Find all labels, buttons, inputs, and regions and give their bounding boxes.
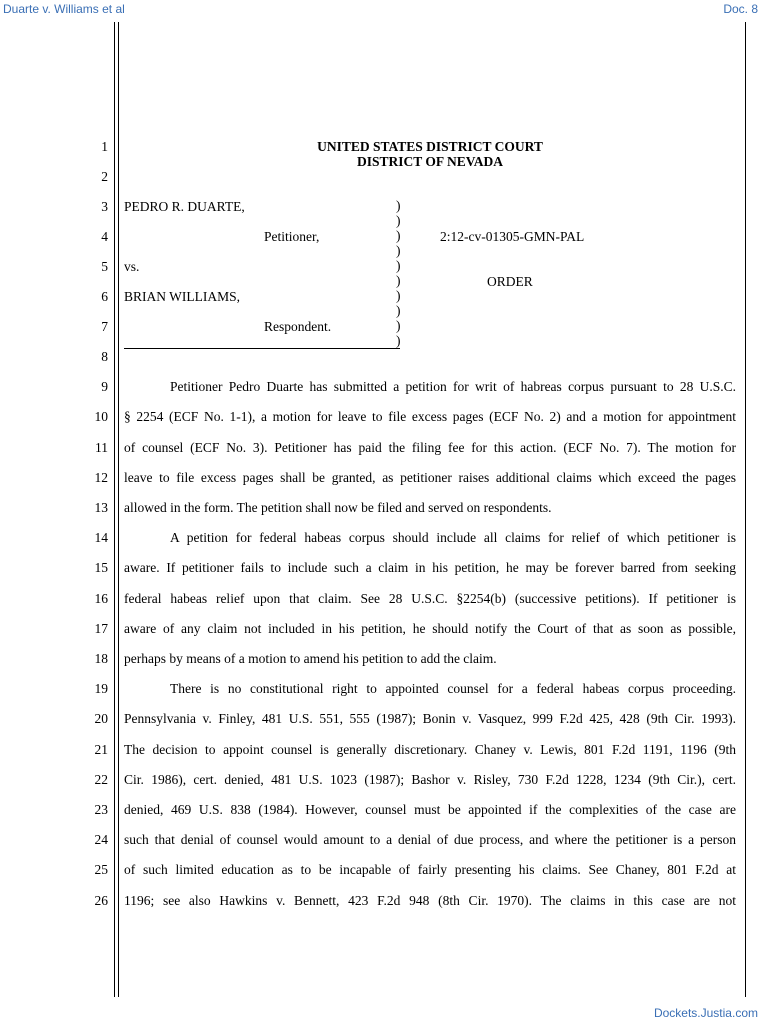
case-title-link[interactable]: Duarte v. Williams et al [3,2,125,16]
line-number: 20 [94,711,108,726]
body-line: Cir. 1986), cert. denied, 481 U.S. 1023 (1987); Bashor v. Risley, 730 F.2d 1228, 1234 (9th Cir.), cert. [124,772,736,787]
body-line: perhaps by means of a motion to amend his petition to add the claim. [124,651,497,666]
petitioner-name: PEDRO R. DUARTE, [124,199,245,214]
line-number: 1 [101,139,108,154]
line-number: 13 [94,500,108,515]
line-number: 21 [94,742,108,757]
right-margin-rule [745,22,746,997]
line-number: 12 [94,470,108,485]
document-title: ORDER [487,274,533,289]
line-number: 9 [101,379,108,394]
line-number: 4 [101,229,108,244]
line-number: 7 [101,319,108,334]
line-number: 18 [94,651,108,666]
body-line: denied, 469 U.S. 838 (1984). However, counsel must be appointed if the complexities of the case are [124,802,736,817]
body-line: such that denial of counsel would amount to a denial of due process, and where the petitioner is a person [124,832,736,847]
line-number: 5 [101,259,108,274]
respondent-role: Respondent. [264,319,332,334]
line-number: 15 [94,560,108,575]
document-number-link[interactable]: Doc. 8 [723,2,758,16]
caption-parentheses: ) ) ) ) ) ) ) ) ) ) [396,198,401,348]
court-name: UNITED STATES DISTRICT COURT [317,139,543,154]
line-number: 6 [101,289,108,304]
body-line: 1196; see also Hawkins v. Bennett, 423 F.2d 948 (8th Cir. 1970). The claims in this case are not [124,893,736,908]
body-line: allowed in the form. The petition shall now be filed and served on respondents. [124,500,552,515]
body-line: aware of any claim not included in his petition, he should notify the Court of that as soon as possible, [124,621,736,636]
body-line: There is no constitutional right to appointed counsel for a federal habeas corpus proceeding. [170,681,736,696]
line-number: 19 [94,681,108,696]
body-line: federal habeas relief upon that claim. See 28 U.S.C. §2254(b) (successive petitions). If petitioner is [124,591,736,606]
body-line: leave to file excess pages shall be granted, as petitioner raises additional claims which exceed the pages [124,470,736,485]
line-number: 25 [94,862,108,877]
line-number: 11 [95,440,108,455]
line-number: 22 [94,772,108,787]
body-line: of counsel (ECF No. 3). Petitioner has paid the filing fee for this action. (ECF No. 7). The motion for [124,440,736,455]
case-number: 2:12-cv-01305-GMN-PAL [440,229,585,244]
line-number: 23 [94,802,108,817]
line-number: 24 [94,832,108,847]
caption-rule [124,348,400,349]
line-number: 16 [94,591,108,606]
court-district: DISTRICT OF NEVADA [356,154,504,169]
body-line: The decision to appoint counsel is generally discretionary. Chaney v. Lewis, 801 F.2d 1191, 1196 (9th [124,742,736,757]
justia-source-link[interactable]: Dockets.Justia.com [653,1006,758,1020]
line-number: 3 [101,199,108,214]
respondent-name: BRIAN WILLIAMS, [124,289,240,304]
body-line: aware. If petitioner fails to include such a claim in his petition, he may be forever barred from seeking [124,560,736,575]
body-line: Pennsylvania v. Finley, 481 U.S. 551, 555 (1987); Bonin v. Vasquez, 999 F.2d 425, 428 (9th Cir. 1993). [124,711,736,726]
body-line: of such limited education as to be incapable of fairly presenting his claims. See Chaney, 801 F.2d at [124,862,736,877]
petitioner-role: Petitioner, [264,229,320,244]
left-margin-rule-inner [118,22,119,997]
line-number: 2 [101,169,108,184]
versus-label: vs. [124,259,140,274]
line-number: 26 [94,893,108,908]
body-line: § 2254 (ECF No. 1-1), a motion for leave to file excess pages (ECF No. 2) and a motion for appointment [124,409,736,424]
body-line: A petition for federal habeas corpus should include all claims for relief of which petitioner is [170,530,736,545]
body-line: Petitioner Pedro Duarte has submitted a petition for writ of habreas corpus pursuant to 28 U.S.C. [170,379,736,394]
left-margin-rule [114,22,115,997]
line-number: 17 [94,621,108,636]
line-number: 14 [94,530,108,545]
line-number: 8 [101,349,108,364]
line-number: 10 [94,409,108,424]
